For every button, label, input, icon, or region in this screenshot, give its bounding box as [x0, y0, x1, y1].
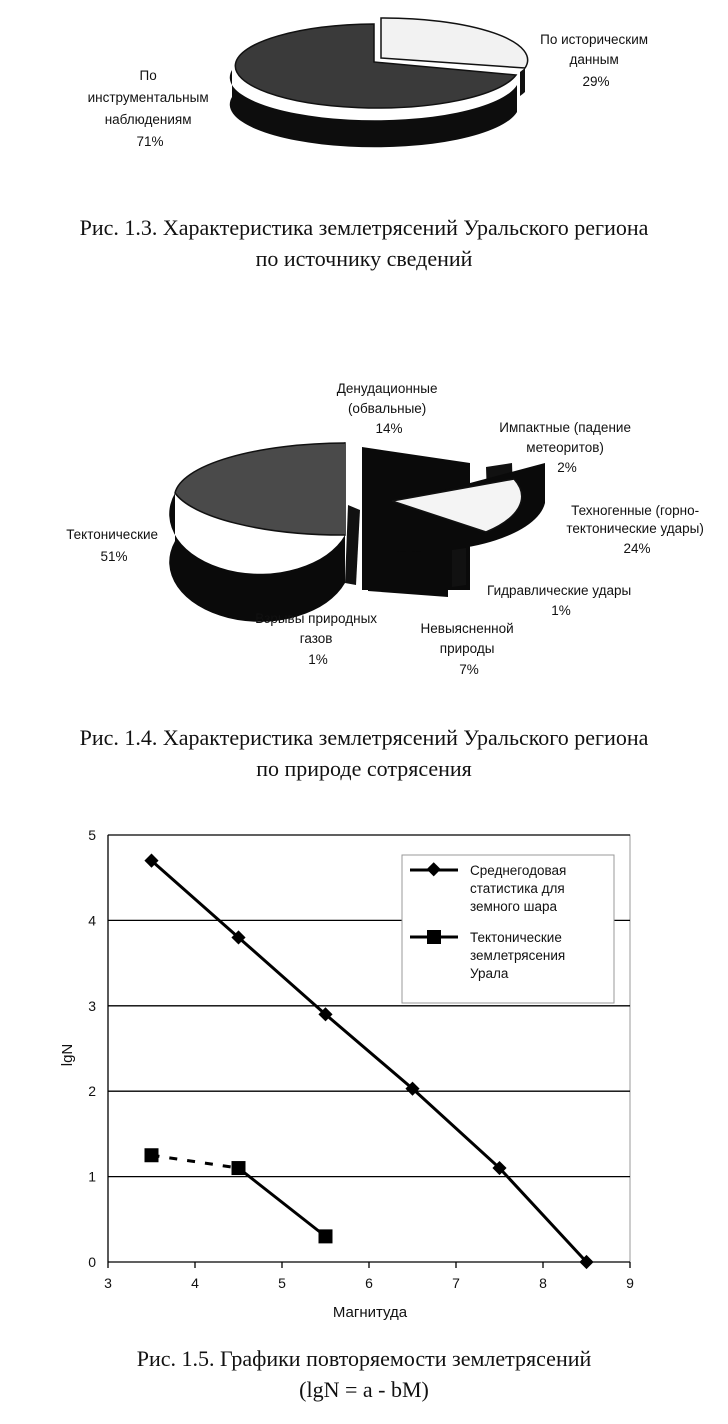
y-tick-label: 0 [88, 1254, 96, 1270]
pie-chart-nature [0, 375, 728, 695]
pie-chart-source [0, 0, 728, 190]
y-tick-label: 3 [88, 997, 96, 1014]
data-point-urals [145, 1148, 159, 1162]
x-tick-label: 7 [452, 1275, 460, 1291]
data-point-urals [319, 1229, 333, 1243]
pie-slice-hydraulic [452, 548, 466, 587]
pie-slice-historical [381, 18, 528, 68]
x-tick-label: 5 [278, 1275, 286, 1291]
series-line-urals [239, 1168, 326, 1236]
pie-label-historical: По историческим данным 29% [540, 32, 649, 89]
x-tick-label: 6 [365, 1275, 373, 1291]
figure-caption-1-5: Рис. 1.5. Графики повторяемости землетрясений (lgN = a - bM) [136, 1346, 592, 1402]
pie-label-unexplained: Невыясненной природы 7% [420, 621, 514, 677]
y-axis-label: lgN [59, 1043, 76, 1067]
legend-marker-square [427, 930, 441, 944]
figure-caption-1-3: Рис. 1.3. Характеристика землетрясений Уральского региона по источнику сведений [79, 215, 649, 271]
x-tick-label: 9 [626, 1275, 634, 1291]
pie-label-technogenic: Техногенные (горно- тектонические удары) 24% [566, 503, 704, 556]
pie-slice-unexplained [368, 550, 448, 597]
line-chart-recurrence [0, 815, 728, 1330]
pie-label-hydraulic: Гидравлические удары 1% [487, 583, 632, 618]
figure-caption-1-4: Рис. 1.4. Характеристика землетрясений Уральского региона по природе сотрясения [79, 725, 649, 781]
pie-label-tectonic: Тектонические 51% [66, 527, 159, 564]
series-line-urals-dashed [152, 1155, 239, 1168]
legend [402, 855, 614, 1003]
pie-label-impact: Импактные (падение метеоритов) 2% [499, 420, 631, 475]
legend-label-urals: Тектонические землетрясения Урала [470, 930, 566, 981]
pie-slice-historical-side [520, 68, 525, 96]
y-tick-label: 5 [88, 827, 96, 843]
data-point-urals [232, 1161, 246, 1175]
pie-slice-gas [345, 505, 360, 585]
x-tick-label: 8 [539, 1275, 547, 1291]
y-tick-label: 4 [88, 912, 96, 929]
y-tick-label: 1 [88, 1168, 96, 1185]
x-axis-label: Магнитуда [332, 1304, 408, 1321]
y-tick-label: 2 [88, 1083, 96, 1100]
pie-label-instrumental: По инструментальным наблюдениям 71% [87, 68, 209, 149]
x-tick-label: 3 [104, 1275, 112, 1291]
x-tick-label: 4 [191, 1275, 199, 1291]
pie-label-denudation: Денудационные (обвальные) 14% [336, 381, 438, 436]
legend-label-global: Среднегодовая статистика для земного шара [470, 863, 567, 914]
pie-label-gas: Взрывы природных газов 1% [255, 611, 378, 667]
